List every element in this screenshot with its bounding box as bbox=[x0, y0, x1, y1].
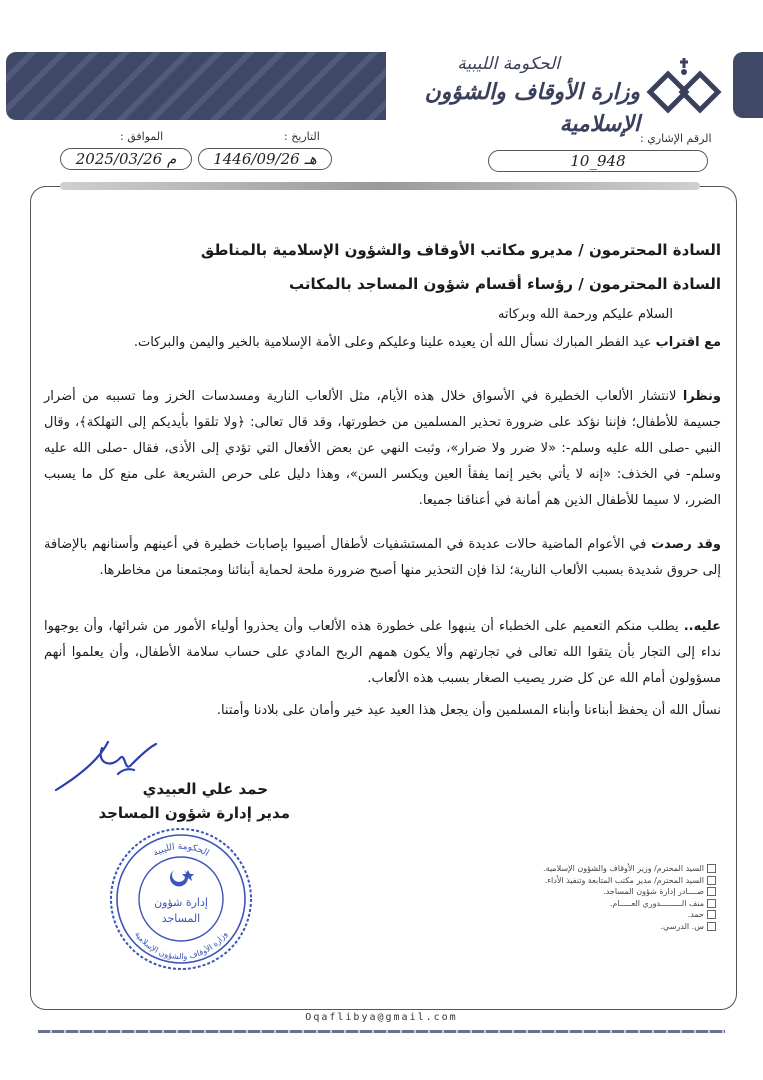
hijri-date-field: 1446/09/26 هـ bbox=[198, 148, 332, 170]
paragraph-1 bbox=[44, 330, 721, 356]
svg-text:وزارة الأوقاف والشؤون الإسلامي bbox=[133, 930, 229, 962]
cc-item: منف الـــــــــدوري العـــــام. bbox=[502, 898, 716, 910]
paragraph-2-lead: ونظرا bbox=[682, 389, 721, 404]
cc-item: حمد. bbox=[502, 909, 716, 921]
ministry-logo-icon bbox=[640, 52, 728, 118]
date-label: التاريخ : bbox=[284, 130, 320, 143]
paragraph-2 bbox=[44, 384, 721, 514]
ref-number-field: 10_948 bbox=[488, 150, 708, 172]
address-line-1: السادة المحترمون / مديرو مكاتب الأوقاف والشؤون الإسلامية بالمناطق bbox=[200, 241, 721, 259]
paragraph-3-lead: وقد رصدت bbox=[651, 537, 721, 552]
gregorian-date-field: 2025/03/26 م bbox=[60, 148, 192, 170]
paragraph-3 bbox=[44, 532, 721, 584]
paragraph-4-text: يطلب منكم التعميم على الخطباء أن ينبهوا على خطورة هذه الألعاب وأن يحذروا أولياء الأمور من شرائها، وأن يوجهوا نداء إلى التجار بأن يتقوا الله تعالى في تجارتهم وألا يكون همهم الربح المادي على حساب سلامة الأطفال، وأن يعلموا أنهم مسؤولون أمام الله عن كل ضرر يصيب الصغار بسبب هذه الألعاب. bbox=[44, 619, 721, 686]
seal-bottom-text: وزارة الأوقاف والشؤون الإسلامية bbox=[133, 929, 229, 962]
reference-row bbox=[0, 128, 763, 178]
paragraph-3-text: في الأعوام الماضية حالات عديدة في المستشفيات لأطفال أصيبوا بإصابات خطيرة في أعينهم وأسنانهم بالإضافة إلى حروق شديدة بسبب الألعاب النارية؛ لذا فإن التحذير منها أصبح ضرورة ملحة لحماية أبنائنا ومجتمعنا من مخاطرها. bbox=[44, 537, 721, 578]
official-seal bbox=[108, 826, 254, 972]
cc-item: صــــادر إدارة شؤون المساجد. bbox=[502, 886, 716, 898]
signatory-title: مدير إدارة شؤون المساجد bbox=[98, 804, 290, 822]
checkbox-icon bbox=[707, 899, 716, 908]
checkbox-icon bbox=[707, 887, 716, 896]
address-line-2: السادة المحترمون / رؤساء أقسام شؤون المساجد بالمكاتب bbox=[288, 275, 721, 293]
gregorian-label: الموافق : bbox=[120, 130, 164, 143]
checkbox-icon bbox=[707, 922, 716, 931]
paragraph-4 bbox=[44, 614, 721, 692]
checkbox-icon bbox=[707, 876, 716, 885]
cc-list bbox=[502, 863, 716, 932]
checkbox-icon bbox=[707, 864, 716, 873]
closing-line: نسأل الله أن يحفظ أبناءنا وأبناء المسلمين وأن يجعل هذا العيد عيد خير وأمان على بلادنا وأمتنا. bbox=[216, 703, 721, 718]
paragraph-4-lead: عليه.. bbox=[683, 619, 721, 634]
header-pattern-band bbox=[6, 52, 386, 120]
paragraph-1-text: عيد الفطر المبارك نسأل الله أن يعيده علينا وعليكم وعلى الأمة الإسلامية بالخير واليمن والبركات. bbox=[133, 335, 656, 350]
checkbox-icon bbox=[707, 910, 716, 919]
footer-email: Oqaflibya@gmail.com bbox=[305, 1012, 458, 1023]
frame-top-bar bbox=[60, 182, 700, 190]
svg-text:الحكومة الليبية bbox=[152, 842, 211, 859]
signatory-name: حمد علي العبيدي bbox=[142, 780, 268, 798]
header-band-tip bbox=[733, 52, 763, 118]
seal-center-line-1: إدارة شؤون bbox=[154, 896, 208, 909]
gov-name: الحكومة الليبية bbox=[457, 54, 560, 74]
ministry-name: وزارة الأوقاف والشؤون الإسلامية bbox=[424, 79, 640, 137]
paragraph-1-lead: مع اقتراب bbox=[655, 335, 721, 350]
cc-item: السيد المحترم/ وزير الأوقاف والشؤون الإسلامية. bbox=[502, 863, 716, 875]
footer-divider bbox=[38, 1030, 725, 1033]
cc-item: س. الدرسي. bbox=[502, 921, 716, 933]
greeting: السلام عليكم ورحمة الله وبركاته bbox=[497, 307, 673, 322]
paragraph-2-text: لانتشار الألعاب الخطيرة في الأسواق خلال هذه الأيام، مثل الألعاب النارية ومسدسات الخرز وما تسببه من أضرار جسيمة للأطفال؛ فإننا نؤكد على ضرورة تحذير المسلمين من خطورتها، وقد قال تعالى: ﴿ولا تلقوا بأيديكم إلى التهلكة﴾، وقال النبي -صلى الله عليه وسلم-: «لا ضرر ولا ضرار»، وثبت النهي عن بعض الأفعال التي تؤدي إلى الأذى، فقال -صلى الله عليه وسلم- في الخذف: «إنه لا يأتي بخير إنما يفقأ العين ويكسر السن»، وهذا دليل على حرص الشريعة على منع كل ما يسبب الضرر، لا سيما للأطفال الذين هم أمانة في أعناقنا جميعا. bbox=[44, 389, 721, 508]
cc-item: السيد المحترم/ مدير مكتب المتابعة وتنفيذ الأداء. bbox=[502, 875, 716, 887]
government-title bbox=[400, 52, 640, 140]
seal-center-line-2: المساجد bbox=[161, 912, 201, 925]
seal-top-text: الحكومة الليبية bbox=[151, 841, 211, 859]
ref-number-label: الرقم الإشاري : bbox=[640, 132, 712, 145]
